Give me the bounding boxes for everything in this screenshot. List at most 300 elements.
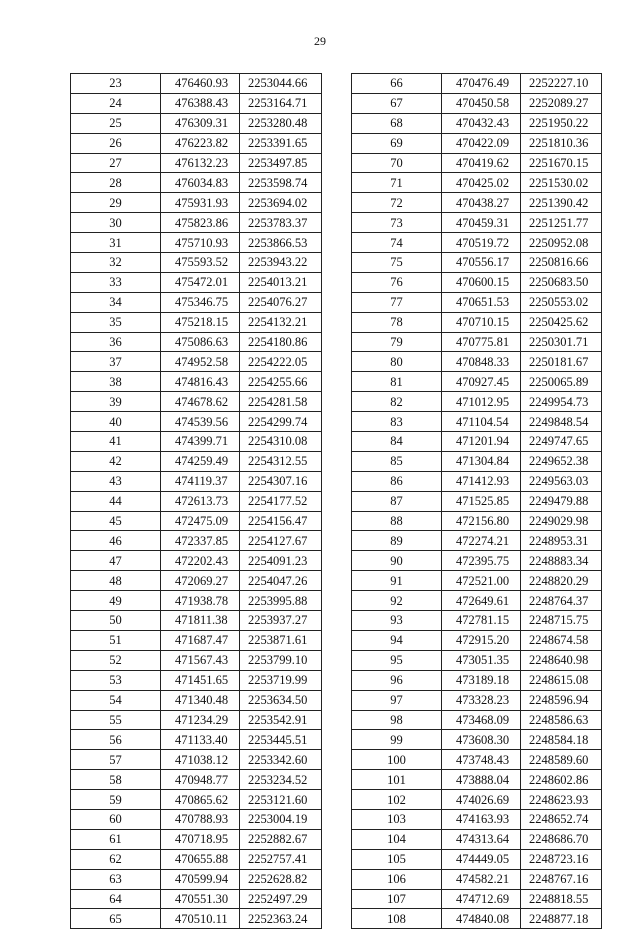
table-row <box>71 372 322 392</box>
point-number-cell: 50 <box>71 611 161 631</box>
table-row <box>71 491 322 511</box>
point-number-cell: 64 <box>71 889 161 909</box>
y-coordinate-cell: 2253871.61 <box>240 630 322 650</box>
point-number-cell: 101 <box>352 770 442 790</box>
y-coordinate-cell: 2248615.08 <box>521 670 602 690</box>
point-number-cell: 45 <box>71 511 161 531</box>
point-number-cell: 52 <box>71 650 161 670</box>
table-row <box>352 392 602 412</box>
table-row <box>71 113 322 133</box>
table-row <box>352 511 602 531</box>
table-row <box>352 829 602 849</box>
y-coordinate-cell: 2254177.52 <box>240 491 322 511</box>
table-row <box>352 153 602 173</box>
x-coordinate-cell: 472202.43 <box>161 551 240 571</box>
table-row <box>71 571 322 591</box>
y-coordinate-cell: 2248652.74 <box>521 809 602 829</box>
x-coordinate-cell: 476309.31 <box>161 113 240 133</box>
y-coordinate-cell: 2248723.16 <box>521 849 602 869</box>
point-number-cell: 44 <box>71 491 161 511</box>
point-number-cell: 99 <box>352 730 442 750</box>
table-row <box>352 412 602 432</box>
point-number-cell: 95 <box>352 650 442 670</box>
point-number-cell: 108 <box>352 909 442 929</box>
table-row <box>71 750 322 770</box>
x-coordinate-cell: 474163.93 <box>442 809 521 829</box>
x-coordinate-cell: 472395.75 <box>442 551 521 571</box>
point-number-cell: 55 <box>71 710 161 730</box>
y-coordinate-cell: 2251670.15 <box>521 153 602 173</box>
y-coordinate-cell: 2253783.37 <box>240 213 322 233</box>
point-number-cell: 24 <box>71 93 161 113</box>
x-coordinate-cell: 472521.00 <box>442 571 521 591</box>
y-coordinate-cell: 2254013.21 <box>240 272 322 292</box>
y-coordinate-cell: 2248686.70 <box>521 829 602 849</box>
table-row <box>352 372 602 392</box>
x-coordinate-cell: 473189.18 <box>442 670 521 690</box>
x-coordinate-cell: 472337.85 <box>161 531 240 551</box>
y-coordinate-cell: 2253004.19 <box>240 809 322 829</box>
x-coordinate-cell: 476388.43 <box>161 93 240 113</box>
point-number-cell: 58 <box>71 770 161 790</box>
y-coordinate-cell: 2254127.67 <box>240 531 322 551</box>
table-row <box>352 471 602 491</box>
x-coordinate-cell: 470432.43 <box>442 113 521 133</box>
y-coordinate-cell: 2250065.89 <box>521 372 602 392</box>
point-number-cell: 72 <box>352 193 442 213</box>
table-row <box>71 869 322 889</box>
x-coordinate-cell: 471201.94 <box>442 432 521 452</box>
table-row <box>352 193 602 213</box>
x-coordinate-cell: 471567.43 <box>161 650 240 670</box>
x-coordinate-cell: 470848.33 <box>442 352 521 372</box>
y-coordinate-cell: 2248953.31 <box>521 531 602 551</box>
point-number-cell: 76 <box>352 272 442 292</box>
point-number-cell: 27 <box>71 153 161 173</box>
point-number-cell: 28 <box>71 173 161 193</box>
y-coordinate-cell: 2252363.24 <box>240 909 322 929</box>
x-coordinate-cell: 475710.93 <box>161 233 240 253</box>
y-coordinate-cell: 2254076.27 <box>240 292 322 312</box>
point-number-cell: 92 <box>352 591 442 611</box>
y-coordinate-cell: 2248640.98 <box>521 650 602 670</box>
point-number-cell: 63 <box>71 869 161 889</box>
y-coordinate-cell: 2248586.63 <box>521 710 602 730</box>
x-coordinate-cell: 471340.48 <box>161 690 240 710</box>
table-row <box>71 272 322 292</box>
point-number-cell: 86 <box>352 471 442 491</box>
y-coordinate-cell: 2254299.74 <box>240 412 322 432</box>
y-coordinate-cell: 2251530.02 <box>521 173 602 193</box>
table-row <box>352 869 602 889</box>
point-number-cell: 70 <box>352 153 442 173</box>
x-coordinate-cell: 474259.49 <box>161 451 240 471</box>
page-number: 29 <box>314 34 326 48</box>
point-number-cell: 69 <box>352 133 442 153</box>
x-coordinate-cell: 470419.62 <box>442 153 521 173</box>
x-coordinate-cell: 470510.11 <box>161 909 240 929</box>
table-row <box>71 93 322 113</box>
x-coordinate-cell: 470927.45 <box>442 372 521 392</box>
point-number-cell: 39 <box>71 392 161 412</box>
point-number-cell: 81 <box>352 372 442 392</box>
y-coordinate-cell: 2250816.66 <box>521 253 602 273</box>
y-coordinate-cell: 2248623.93 <box>521 790 602 810</box>
x-coordinate-cell: 470710.15 <box>442 312 521 332</box>
point-number-cell: 34 <box>71 292 161 312</box>
point-number-cell: 40 <box>71 412 161 432</box>
point-number-cell: 106 <box>352 869 442 889</box>
table-row <box>71 133 322 153</box>
table-row <box>71 213 322 233</box>
x-coordinate-cell: 471451.65 <box>161 670 240 690</box>
table-row <box>352 93 602 113</box>
table-row <box>352 272 602 292</box>
y-coordinate-cell: 2248715.75 <box>521 611 602 631</box>
y-coordinate-cell: 2253164.71 <box>240 93 322 113</box>
x-coordinate-cell: 470655.88 <box>161 849 240 869</box>
point-number-cell: 53 <box>71 670 161 690</box>
table-row <box>352 173 602 193</box>
y-coordinate-cell: 2253598.74 <box>240 173 322 193</box>
point-number-cell: 87 <box>352 491 442 511</box>
table-row <box>352 491 602 511</box>
table-row <box>71 849 322 869</box>
x-coordinate-cell: 472781.15 <box>442 611 521 631</box>
point-number-cell: 94 <box>352 630 442 650</box>
y-coordinate-cell: 2248589.60 <box>521 750 602 770</box>
x-coordinate-cell: 471104.54 <box>442 412 521 432</box>
x-coordinate-cell: 470450.58 <box>442 93 521 113</box>
table-row <box>71 74 322 94</box>
point-number-cell: 30 <box>71 213 161 233</box>
y-coordinate-cell: 2249954.73 <box>521 392 602 412</box>
table-row <box>71 173 322 193</box>
y-coordinate-cell: 2253799.10 <box>240 650 322 670</box>
point-number-cell: 66 <box>352 74 442 94</box>
table-row <box>352 292 602 312</box>
point-number-cell: 97 <box>352 690 442 710</box>
table-row <box>352 670 602 690</box>
y-coordinate-cell: 2249563.03 <box>521 471 602 491</box>
y-coordinate-cell: 2252882.67 <box>240 829 322 849</box>
table-row <box>352 849 602 869</box>
y-coordinate-cell: 2253943.22 <box>240 253 322 273</box>
point-number-cell: 41 <box>71 432 161 452</box>
table-row <box>352 551 602 571</box>
x-coordinate-cell: 475931.93 <box>161 193 240 213</box>
x-coordinate-cell: 474952.58 <box>161 352 240 372</box>
table-row <box>71 432 322 452</box>
y-coordinate-cell: 2250952.08 <box>521 233 602 253</box>
point-number-cell: 83 <box>352 412 442 432</box>
table-row <box>71 451 322 471</box>
y-coordinate-cell: 2248820.29 <box>521 571 602 591</box>
point-number-cell: 88 <box>352 511 442 531</box>
y-coordinate-cell: 2252089.27 <box>521 93 602 113</box>
point-number-cell: 84 <box>352 432 442 452</box>
table-row <box>352 312 602 332</box>
x-coordinate-cell: 474026.69 <box>442 790 521 810</box>
table-row <box>71 352 322 372</box>
x-coordinate-cell: 471938.78 <box>161 591 240 611</box>
point-number-cell: 32 <box>71 253 161 273</box>
table-row <box>352 133 602 153</box>
point-number-cell: 74 <box>352 233 442 253</box>
y-coordinate-cell: 2253280.48 <box>240 113 322 133</box>
y-coordinate-cell: 2250425.62 <box>521 312 602 332</box>
y-coordinate-cell: 2249652.38 <box>521 451 602 471</box>
y-coordinate-cell: 2254156.47 <box>240 511 322 531</box>
point-number-cell: 31 <box>71 233 161 253</box>
point-number-cell: 48 <box>71 571 161 591</box>
x-coordinate-cell: 474399.71 <box>161 432 240 452</box>
x-coordinate-cell: 472613.73 <box>161 491 240 511</box>
y-coordinate-cell: 2253445.51 <box>240 730 322 750</box>
table-row <box>71 591 322 611</box>
x-coordinate-cell: 476132.23 <box>161 153 240 173</box>
point-number-cell: 25 <box>71 113 161 133</box>
point-number-cell: 49 <box>71 591 161 611</box>
point-number-cell: 78 <box>352 312 442 332</box>
x-coordinate-cell: 476460.93 <box>161 74 240 94</box>
table-row <box>352 451 602 471</box>
x-coordinate-cell: 470425.02 <box>442 173 521 193</box>
table-row <box>71 511 322 531</box>
y-coordinate-cell: 2252227.10 <box>521 74 602 94</box>
x-coordinate-cell: 473328.23 <box>442 690 521 710</box>
table-row <box>71 809 322 829</box>
point-number-cell: 71 <box>352 173 442 193</box>
x-coordinate-cell: 470459.31 <box>442 213 521 233</box>
y-coordinate-cell: 2248596.94 <box>521 690 602 710</box>
x-coordinate-cell: 470422.09 <box>442 133 521 153</box>
table-row <box>71 909 322 929</box>
table-row <box>352 531 602 551</box>
point-number-cell: 104 <box>352 829 442 849</box>
table-row <box>71 332 322 352</box>
y-coordinate-cell: 2249029.98 <box>521 511 602 531</box>
table-row <box>352 770 602 790</box>
y-coordinate-cell: 2248883.34 <box>521 551 602 571</box>
x-coordinate-cell: 474539.56 <box>161 412 240 432</box>
point-number-cell: 102 <box>352 790 442 810</box>
y-coordinate-cell: 2248764.37 <box>521 591 602 611</box>
table-row <box>71 412 322 432</box>
table-row <box>352 253 602 273</box>
y-coordinate-cell: 2251950.22 <box>521 113 602 133</box>
table-row <box>71 889 322 909</box>
point-number-cell: 35 <box>71 312 161 332</box>
point-number-cell: 36 <box>71 332 161 352</box>
table-row <box>71 710 322 730</box>
y-coordinate-cell: 2254281.58 <box>240 392 322 412</box>
point-number-cell: 67 <box>352 93 442 113</box>
point-number-cell: 105 <box>352 849 442 869</box>
y-coordinate-cell: 2253866.53 <box>240 233 322 253</box>
x-coordinate-cell: 472475.09 <box>161 511 240 531</box>
x-coordinate-cell: 471012.95 <box>442 392 521 412</box>
x-coordinate-cell: 470788.93 <box>161 809 240 829</box>
point-number-cell: 79 <box>352 332 442 352</box>
table-row <box>352 650 602 670</box>
table-row <box>71 312 322 332</box>
y-coordinate-cell: 2251251.77 <box>521 213 602 233</box>
x-coordinate-cell: 470519.72 <box>442 233 521 253</box>
x-coordinate-cell: 470600.15 <box>442 272 521 292</box>
y-coordinate-cell: 2254310.08 <box>240 432 322 452</box>
y-coordinate-cell: 2253044.66 <box>240 74 322 94</box>
coordinates-table-right <box>351 73 602 929</box>
x-coordinate-cell: 472069.27 <box>161 571 240 591</box>
table-row <box>352 591 602 611</box>
point-number-cell: 62 <box>71 849 161 869</box>
table-row <box>352 909 602 929</box>
x-coordinate-cell: 470556.17 <box>442 253 521 273</box>
table-row <box>352 750 602 770</box>
point-number-cell: 68 <box>352 113 442 133</box>
table-row <box>352 213 602 233</box>
table-row <box>71 253 322 273</box>
table-row <box>71 730 322 750</box>
x-coordinate-cell: 474449.05 <box>442 849 521 869</box>
point-number-cell: 54 <box>71 690 161 710</box>
x-coordinate-cell: 473051.35 <box>442 650 521 670</box>
table-row <box>352 352 602 372</box>
y-coordinate-cell: 2249747.65 <box>521 432 602 452</box>
point-number-cell: 56 <box>71 730 161 750</box>
y-coordinate-cell: 2253121.60 <box>240 790 322 810</box>
point-number-cell: 46 <box>71 531 161 551</box>
point-number-cell: 90 <box>352 551 442 571</box>
x-coordinate-cell: 474816.43 <box>161 372 240 392</box>
x-coordinate-cell: 471811.38 <box>161 611 240 631</box>
point-number-cell: 77 <box>352 292 442 312</box>
x-coordinate-cell: 470948.77 <box>161 770 240 790</box>
table-row <box>352 332 602 352</box>
table-row <box>352 790 602 810</box>
y-coordinate-cell: 2254222.05 <box>240 352 322 372</box>
table-row <box>71 551 322 571</box>
y-coordinate-cell: 2253342.60 <box>240 750 322 770</box>
x-coordinate-cell: 470476.49 <box>442 74 521 94</box>
y-coordinate-cell: 2250301.71 <box>521 332 602 352</box>
point-number-cell: 33 <box>71 272 161 292</box>
point-number-cell: 107 <box>352 889 442 909</box>
y-coordinate-cell: 2248767.16 <box>521 869 602 889</box>
y-coordinate-cell: 2253694.02 <box>240 193 322 213</box>
table-row <box>352 432 602 452</box>
x-coordinate-cell: 475472.01 <box>161 272 240 292</box>
point-number-cell: 98 <box>352 710 442 730</box>
table-row <box>71 471 322 491</box>
y-coordinate-cell: 2250181.67 <box>521 352 602 372</box>
x-coordinate-cell: 471234.29 <box>161 710 240 730</box>
y-coordinate-cell: 2249479.88 <box>521 491 602 511</box>
point-number-cell: 42 <box>71 451 161 471</box>
table-row <box>71 790 322 810</box>
table-row <box>71 829 322 849</box>
x-coordinate-cell: 471133.40 <box>161 730 240 750</box>
table-row <box>352 611 602 631</box>
x-coordinate-cell: 472915.20 <box>442 630 521 650</box>
y-coordinate-cell: 2254091.23 <box>240 551 322 571</box>
table-row <box>352 809 602 829</box>
x-coordinate-cell: 470551.30 <box>161 889 240 909</box>
point-number-cell: 85 <box>352 451 442 471</box>
y-coordinate-cell: 2253234.52 <box>240 770 322 790</box>
table-row <box>352 74 602 94</box>
table-row <box>352 730 602 750</box>
table-row <box>352 690 602 710</box>
table-row <box>71 611 322 631</box>
x-coordinate-cell: 473888.04 <box>442 770 521 790</box>
table-row <box>352 630 602 650</box>
table-row <box>71 531 322 551</box>
x-coordinate-cell: 474712.69 <box>442 889 521 909</box>
y-coordinate-cell: 2254255.66 <box>240 372 322 392</box>
y-coordinate-cell: 2254307.16 <box>240 471 322 491</box>
table-row <box>71 670 322 690</box>
x-coordinate-cell: 474840.08 <box>442 909 521 929</box>
point-number-cell: 60 <box>71 809 161 829</box>
y-coordinate-cell: 2254132.21 <box>240 312 322 332</box>
x-coordinate-cell: 475346.75 <box>161 292 240 312</box>
table-row <box>352 113 602 133</box>
x-coordinate-cell: 475823.86 <box>161 213 240 233</box>
table-row <box>71 292 322 312</box>
x-coordinate-cell: 474119.37 <box>161 471 240 491</box>
y-coordinate-cell: 2253391.65 <box>240 133 322 153</box>
y-coordinate-cell: 2253497.85 <box>240 153 322 173</box>
y-coordinate-cell: 2248877.18 <box>521 909 602 929</box>
y-coordinate-cell: 2253995.88 <box>240 591 322 611</box>
point-number-cell: 38 <box>71 372 161 392</box>
x-coordinate-cell: 470865.62 <box>161 790 240 810</box>
x-coordinate-cell: 470599.94 <box>161 869 240 889</box>
point-number-cell: 61 <box>71 829 161 849</box>
x-coordinate-cell: 470438.27 <box>442 193 521 213</box>
table-row <box>352 571 602 591</box>
x-coordinate-cell: 476223.82 <box>161 133 240 153</box>
y-coordinate-cell: 2249848.54 <box>521 412 602 432</box>
y-coordinate-cell: 2252628.82 <box>240 869 322 889</box>
point-number-cell: 93 <box>352 611 442 631</box>
x-coordinate-cell: 470775.81 <box>442 332 521 352</box>
y-coordinate-cell: 2248602.86 <box>521 770 602 790</box>
point-number-cell: 47 <box>71 551 161 571</box>
y-coordinate-cell: 2253937.27 <box>240 611 322 631</box>
x-coordinate-cell: 470718.95 <box>161 829 240 849</box>
y-coordinate-cell: 2254312.55 <box>240 451 322 471</box>
table-row <box>352 889 602 909</box>
x-coordinate-cell: 475593.52 <box>161 253 240 273</box>
y-coordinate-cell: 2252497.29 <box>240 889 322 909</box>
x-coordinate-cell: 476034.83 <box>161 173 240 193</box>
point-number-cell: 91 <box>352 571 442 591</box>
x-coordinate-cell: 471525.85 <box>442 491 521 511</box>
x-coordinate-cell: 473608.30 <box>442 730 521 750</box>
table-row <box>71 770 322 790</box>
x-coordinate-cell: 472649.61 <box>442 591 521 611</box>
y-coordinate-cell: 2248674.58 <box>521 630 602 650</box>
table-row <box>352 233 602 253</box>
point-number-cell: 23 <box>71 74 161 94</box>
coordinates-table-left <box>70 73 322 929</box>
table-row <box>71 153 322 173</box>
y-coordinate-cell: 2250553.02 <box>521 292 602 312</box>
x-coordinate-cell: 474313.64 <box>442 829 521 849</box>
